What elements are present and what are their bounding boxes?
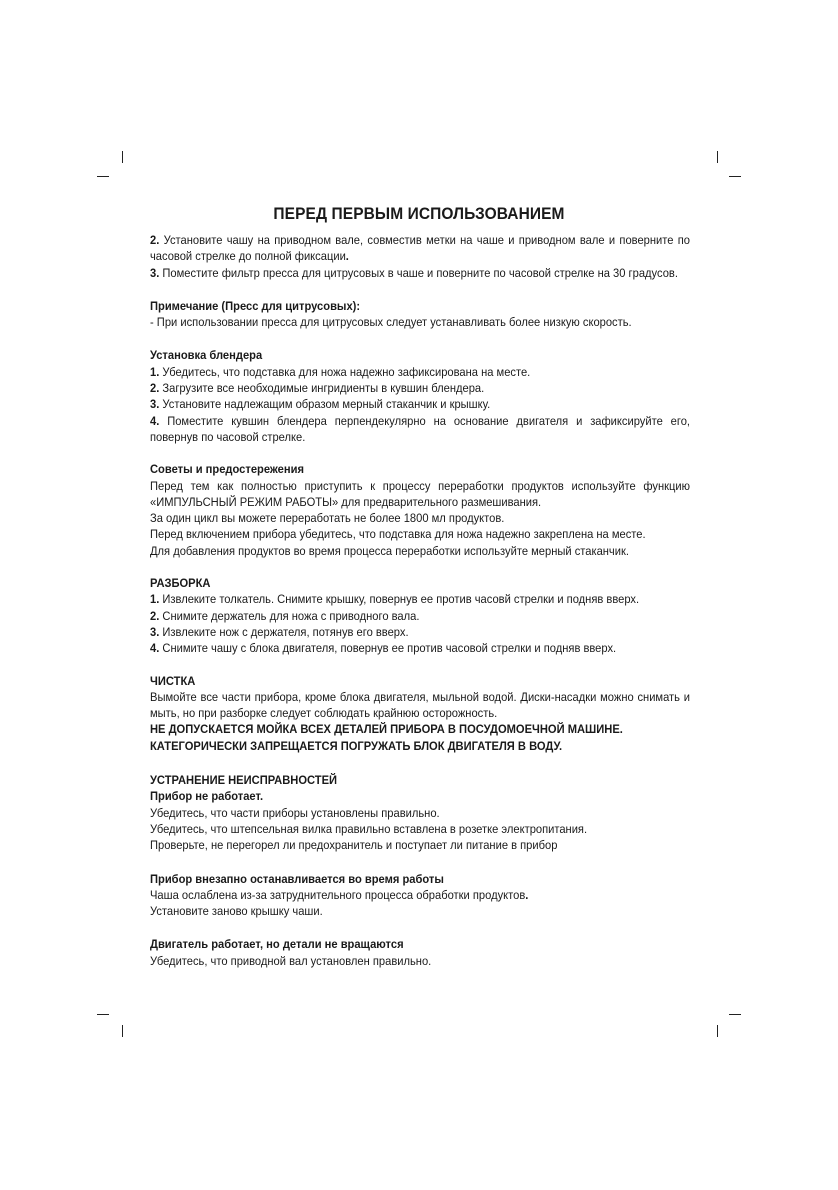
tips-line: Для добавления продуктов во время процесса переработки используйте мерный стаканчик.: [150, 543, 629, 558]
disassembly-step: 2. Снимите держатель для ножа с приводного вала.: [150, 608, 420, 623]
blender-section: [150, 347, 690, 445]
disassembly-step: 4. Снимите чашу с блока двигателя, повернув ее против часовой стрелки и подняв вверх.: [150, 641, 617, 656]
cleaning-warning: НЕ ДОПУСКАЕТСЯ МОЙКА ВСЕХ ДЕТАЛЕЙ ПРИБОРА В ПОСУДОМОЕЧНОЙ МАШИНЕ.: [150, 722, 623, 737]
disassembly-section: [150, 575, 690, 656]
intro-section: [150, 232, 690, 281]
tips-line: За один цикл вы можете переработать не более 1800 мл продуктов.: [150, 511, 505, 526]
crop-mark-bottom-left-vertical: [122, 1025, 123, 1037]
problem-line: Убедитесь, что приводной вал установлен правильно.: [150, 953, 432, 968]
cleaning-warning: КАТЕГОРИЧЕСКИ ЗАПРЕЩАЕТСЯ ПОГРУЖАТЬ БЛОК ДВИГАТЕЛЯ В ВОДУ.: [150, 738, 563, 753]
tips-line: Перед включением прибора убедитесь, что подставка для ножа надежно закреплена на месте.: [150, 527, 646, 542]
blender-step: 3. Установите надлежащим образом мерный стаканчик и крышку.: [150, 397, 491, 412]
tips-heading: Советы и предостережения: [150, 462, 304, 477]
blender-step: 2. Загрузите все необходимые ингридиенты в кувшин блендера.: [150, 381, 485, 396]
troubleshooting-heading: УСТРАНЕНИЕ НЕИСПРАВНОСТЕЙ: [150, 773, 338, 788]
cleaning-text: Вымойте все части прибора, кроме блока двигателя, мыльной водой. Диски-насадки можно снимать и мыть, но при разборке следует соблюдать крайнюю осторожность.: [150, 689, 690, 721]
crop-mark-top-left-horizontal: [97, 176, 109, 177]
document-body: [150, 232, 690, 969]
problem-line: Установите заново крышку чаши.: [150, 904, 323, 919]
note-section: [150, 298, 690, 331]
cleaning-heading: ЧИСТКА: [150, 673, 196, 688]
blender-heading: Установка блендера: [150, 348, 263, 363]
problem-line: Убедитесь, что части приборы установлены правильно.: [150, 805, 440, 820]
crop-mark-bottom-right-horizontal: [729, 1014, 741, 1015]
intro-step: 3. Поместите фильтр пресса для цитрусовых в чаше и поверните по часовой стрелке на 30 градусов.: [150, 265, 678, 280]
disassembly-heading: РАЗБОРКА: [150, 576, 211, 591]
problem-heading: Двигатель работает, но детали не вращаются: [150, 937, 404, 952]
blender-step: 1. Убедитесь, что подставка для ножа надежно зафиксирована на месте.: [150, 364, 531, 379]
problem-line: Убедитесь, что штепсельная вилка правильно вставлена в розетке электропитания.: [150, 821, 588, 836]
intro-step: 2. Установите чашу на приводном вале, совместив метки на чаше и приводном вале и поверните по часовой стрелке до полной фиксации.: [150, 233, 690, 264]
problem-block: [150, 936, 690, 969]
crop-mark-top-right-horizontal: [729, 176, 741, 177]
disassembly-step: 1. Извлеките толкатель. Снимите крышку, повернув ее против часовй стрелки и подняв вверх.: [150, 592, 640, 607]
problem-heading: Прибор внезапно останавливается во время работы: [150, 871, 444, 886]
problem-heading: Прибор не работает.: [150, 789, 264, 804]
crop-mark-top-right-vertical: [717, 151, 718, 163]
troubleshooting-section: [150, 772, 690, 969]
crop-mark-bottom-right-vertical: [717, 1025, 718, 1037]
problem-line: Проверьте, не перегорел ли предохранитель и поступает ли питание в прибор: [150, 838, 558, 853]
problem-block: [150, 871, 690, 920]
crop-mark-top-left-vertical: [122, 151, 123, 163]
blender-step: 4. Поместите кувшин блендера перпендекулярно на основание двигателя и зафиксируйте его, повернув по часовой стрелке.: [150, 413, 691, 444]
note-heading: Примечание (Пресс для цитрусовых):: [150, 298, 361, 313]
problem-line: Чаша ослаблена из-за затруднительного процесса обработки продуктов.: [150, 887, 529, 902]
tips-line: Перед тем как полностью приступить к процессу переработки продуктов используйте функцию «ИМПУЛЬСНЫЙ РЕЖИМ РАБОТЫ» для предварительного размешивания.: [150, 478, 690, 509]
crop-mark-bottom-left-horizontal: [97, 1014, 109, 1015]
tips-section: [150, 461, 690, 559]
disassembly-step: 3. Извлеките нож с держателя, потянув его вверх.: [150, 624, 409, 639]
cleaning-section: [150, 673, 690, 754]
page-title: ПЕРЕД ПЕРВЫМ ИСПОЛЬЗОВАНИЕМ: [273, 205, 565, 223]
note-text: - При использовании пресса для цитрусовых следует устанавливать более низкую скорость.: [150, 315, 632, 330]
